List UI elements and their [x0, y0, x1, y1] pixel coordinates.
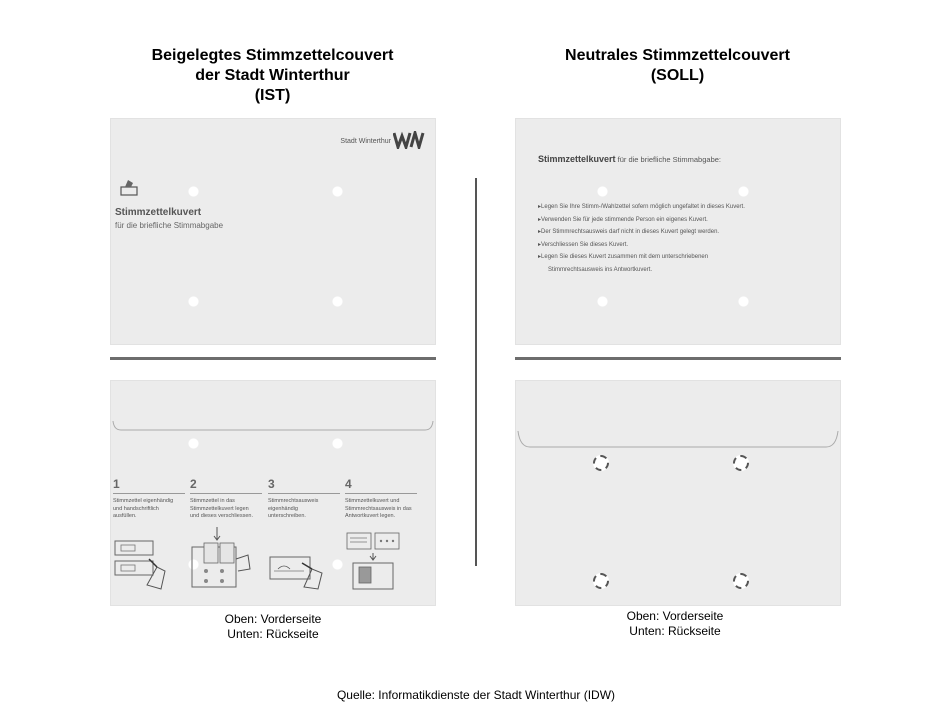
envelope-flap — [516, 381, 840, 451]
punch-hole — [593, 455, 609, 471]
left-title — [110, 46, 435, 106]
instruction-item: ▸ Der Stimmrechtsausweis darf nicht in dieses Kuvert gelegt werden. — [538, 226, 745, 239]
right-caption-line1: Oben: Vorderseite — [626, 609, 724, 623]
center-divider — [475, 178, 477, 566]
left-title-line3: (IST) — [254, 87, 291, 104]
punch-hole — [738, 186, 749, 197]
soll-back-envelope — [515, 380, 841, 606]
instruction-item: ▸ Legen Sie Ihre Stimm-/Wahlzettel sofern möglich ungefaltet in dieses Kuvert. — [538, 201, 745, 214]
step-number: 3 — [268, 477, 275, 491]
left-title-line2: der Stadt Winterthur — [195, 67, 350, 84]
source-credit: Quelle: Informatikdienste der Stadt Winterthur (IDW) — [336, 688, 616, 702]
right-title — [515, 46, 840, 86]
step-text: Stimmzettel in das Stimmzettelkuvert legen und dieses verschliessen. — [190, 498, 253, 519]
instruction-item: ▸ Legen Sie dieses Kuvert zusammen mit dem unterschriebenen — [538, 251, 745, 264]
punch-hole — [188, 186, 199, 197]
step-text: Stimmrechtsausweis eigenhändig unterschreiben. — [268, 498, 319, 519]
right-title-line1: Neutrales Stimmzettelcouvert — [565, 47, 790, 64]
right-title-line2: (SOLL) — [650, 67, 705, 84]
right-caption-line2: Unten: Rückseite — [629, 624, 721, 638]
left-title-line1: Beigelegtes Stimmzettelcouvert — [151, 47, 394, 64]
instruction-item-continuation: Stimmrechtsausweis ins Antwortkuvert. — [548, 266, 653, 273]
ist-envelope-subtitle: für die briefliche Stimmabgabe — [115, 221, 224, 230]
return-envelope-illustration — [345, 531, 409, 591]
instruction-item: ▸ Verwenden Sie für jede stimmende Person ein eigenes Kuvert. — [538, 214, 745, 227]
insert-ballot-illustration — [190, 525, 254, 591]
punch-hole — [332, 438, 343, 449]
punch-hole — [188, 438, 199, 449]
soll-heading — [538, 154, 721, 164]
punch-hole — [733, 455, 749, 471]
left-caption-line1: Oben: Vorderseite — [224, 612, 322, 626]
instruction-item: ▸ Verschliessen Sie dieses Kuvert. — [538, 239, 745, 252]
punch-hole — [593, 573, 609, 589]
step-text: Stimmzettelkuvert und Stimmrechtsausweis in das Antwortkuvert legen. — [345, 498, 412, 519]
soll-heading-bold: Stimmzettelkuvert — [538, 154, 616, 164]
punch-hole — [738, 296, 749, 307]
soll-instruction-list — [538, 201, 745, 276]
ist-envelope-title: Stimmzettelkuvert — [115, 207, 202, 218]
step-2 — [190, 477, 262, 521]
step-3 — [268, 477, 340, 521]
punch-hole — [733, 573, 749, 589]
punch-hole — [188, 296, 199, 307]
step-1 — [113, 477, 185, 521]
ballot-box-icon — [119, 177, 139, 197]
left-caption-line2: Unten: Rückseite — [227, 627, 319, 641]
punch-hole — [332, 296, 343, 307]
punch-hole — [332, 186, 343, 197]
punch-hole — [597, 186, 608, 197]
ist-back-envelope — [110, 380, 436, 606]
city-logo-text: Stadt Winterthur — [340, 138, 391, 145]
punch-hole — [332, 559, 343, 570]
step-number: 1 — [113, 477, 120, 491]
right-caption — [575, 609, 775, 639]
soll-heading-rest: für die briefliche Stimmabgabe: — [615, 155, 721, 164]
fill-out-ballot-illustration — [113, 537, 177, 591]
left-divider — [110, 357, 436, 360]
winterthur-logo-icon — [393, 131, 425, 149]
right-divider — [515, 357, 841, 360]
step-text: Stimmzettel eigenhändig und handschriftlich ausfüllen. — [113, 498, 174, 519]
punch-hole — [597, 296, 608, 307]
step-number: 2 — [190, 477, 197, 491]
step-4 — [345, 477, 417, 521]
left-caption — [173, 612, 373, 642]
step-number: 4 — [345, 477, 352, 491]
ist-front-envelope — [110, 118, 436, 345]
envelope-flap — [111, 381, 435, 431]
sign-ballot-illustration — [268, 553, 332, 593]
soll-front-envelope — [515, 118, 841, 345]
